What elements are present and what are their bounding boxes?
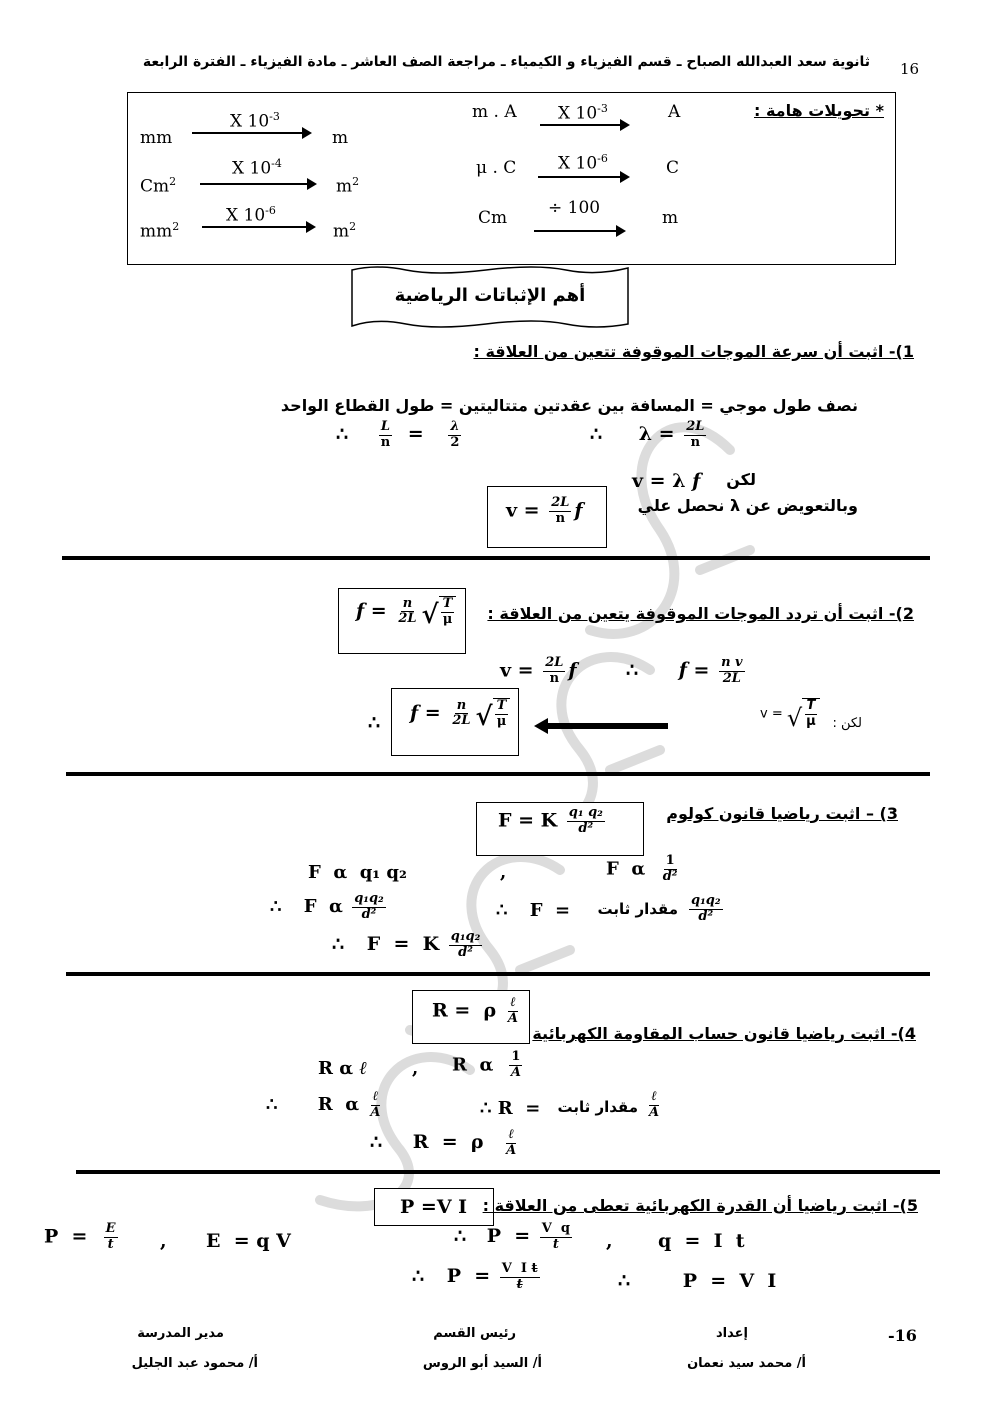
s5-eq-E-qV: E = q V <box>206 1230 291 1252</box>
conv-right-2-factor: X 10 <box>558 153 598 174</box>
s1-eq-lambda: ∴ λ = $\frac{2L}{n}$ <box>590 419 705 450</box>
conv-left-3-to-exp: 2 <box>349 220 357 233</box>
s5-eq-P-E-t: P = $\frac{E}{t}$ <box>44 1221 116 1252</box>
s5-comma-2: , <box>606 1230 613 1252</box>
divider-1 <box>62 556 930 560</box>
therefore-sign: ∴ <box>336 423 349 446</box>
s2-target-formula: f = $\frac{n}{2L}$ √ $\frac{T}{\mu}$ <box>356 596 456 628</box>
divider-4 <box>76 1170 940 1174</box>
footer-principal-name: أ/ محمود عبد الجليل <box>131 1356 258 1371</box>
s4-title: 4)- اثبت رياضيا قانون حساب المقاومة الكهربائية <box>532 1024 916 1043</box>
s3-comma: , <box>500 862 507 883</box>
therefore-sign-2: ∴ <box>590 423 603 446</box>
s2-left-arrow <box>534 716 670 736</box>
therefore-sign-9: ∴ <box>480 1098 492 1119</box>
s4-eq-combined: ∴ R α $\frac{\text{ℓ}}{A}$ <box>266 1089 381 1120</box>
therefore-sign-7: ∴ <box>332 933 345 956</box>
footer-page-label: -16 <box>888 1326 917 1345</box>
conv-right-1 <box>472 98 692 138</box>
conv-right-1-factor: X 10 <box>558 103 598 124</box>
footer-principal-title: مدير المدرسة <box>137 1326 224 1341</box>
conv-left-2-to: m <box>336 176 353 197</box>
s3-const-label: مقدار ثابت <box>597 900 678 918</box>
conv-right-3-from: Cm <box>478 208 508 228</box>
page-number-top: 16 <box>900 60 920 78</box>
conv-left-3-exp: -6 <box>265 204 276 217</box>
s4-eq-final: ∴ R = ρ $\frac{\text{ℓ}}{A}$ <box>370 1127 517 1158</box>
s1-eq-L-over-n: ∴ $\frac{L}{n}$ = $\frac{\lambda}{2}$ <box>336 419 460 450</box>
conv-right-3-to: m <box>662 208 679 228</box>
conv-left-3-from-exp: 2 <box>172 220 180 233</box>
page-header-title: ثانوية سعد العبدالله الصباح ـ قسم الفيزياء و الكيمياء ـ مراجعة الصف العاشر ـ مادة الفيزياء ـ الفترة الرابعة <box>142 54 870 70</box>
s5-eq-final: ∴ P = V I <box>618 1270 777 1292</box>
conv-left-1-from: mm <box>140 128 173 148</box>
s1-result-formula: v = $\frac{2L}{n}$ f <box>506 495 583 526</box>
conv-left-3-arrow <box>202 226 314 228</box>
conv-left-2-from: Cm <box>140 176 170 197</box>
s3-eq-const: ∴ F = <box>496 900 571 921</box>
s1-title: 1)- اثبت أن سرعة الموجات الموقوفة تتعين من العلاقة : <box>473 342 914 361</box>
s5-comma-1: , <box>160 1230 167 1252</box>
s1-but: لكن <box>726 470 756 489</box>
divider-2 <box>66 772 930 776</box>
s2-v-sqrt: v = √ $\frac{T}{\mu}$ <box>760 698 820 730</box>
s4-eq-prop-A: R α $\frac{1}{A}$ <box>452 1049 521 1080</box>
conv-right-1-exp: -3 <box>597 102 608 115</box>
s4-comma: , <box>412 1058 419 1079</box>
s3-eq-final: ∴ F = K $\frac{\text{q₁q₂}}{\text{d²}}$ <box>332 929 481 960</box>
s4-target-formula: R = ρ $\frac{\text{ℓ}}{A}$ <box>432 995 518 1026</box>
therefore-sign-3: ∴ <box>626 659 639 682</box>
s3-eq-combined: ∴ F α $\frac{\text{q₁q₂}}{\text{d²}}$ <box>270 891 384 922</box>
s5-eq-q-It: q = I t <box>658 1230 745 1252</box>
s3-const-frac: $\frac{\text{q₁q₂}}{\text{d²}}$ <box>691 893 721 924</box>
therefore-sign-10: ∴ <box>370 1131 383 1154</box>
s3-eq-prop-q: F α q₁ q₂ <box>308 862 407 883</box>
conv-left-3-to: m <box>333 221 350 242</box>
s2-eq-f: ∴ f = $\frac{\text{n v}}{2L}$ <box>626 655 743 686</box>
conv-left-2-arrow <box>200 183 315 185</box>
therefore-sign-12: ∴ <box>412 1265 425 1288</box>
s4-const-label: مقدار ثابت <box>557 1098 638 1116</box>
s2-result-formula: f = $\frac{n}{2L}$ √ $\frac{T}{\mu}$ <box>410 698 510 730</box>
therefore-sign-8: ∴ <box>266 1094 278 1116</box>
conv-right-2-exp: -6 <box>597 152 608 165</box>
conv-left-3 <box>140 202 380 242</box>
conv-right-3-factor: ÷ 100 <box>548 198 601 218</box>
s3-target-formula: F = K $\frac{\text{q₁ q₂}}{\text{d²}}$ <box>498 805 603 836</box>
therefore-sign-6: ∴ <box>496 900 508 921</box>
conv-left-1-to: m <box>332 128 349 148</box>
s3-eq-prop-d: F α $\frac{1}{\text{d²}}$ <box>606 853 678 884</box>
conv-right-1-from: m . A <box>472 102 517 122</box>
conv-right-1-arrow <box>540 124 628 126</box>
s2-title: 2)- اثبت أن تردد الموجات الموقوفة يتعين من العلاقة : <box>487 604 914 623</box>
conv-right-2 <box>472 148 692 188</box>
s5-target-formula: P =V I <box>400 1196 468 1218</box>
footer-prepared-name: أ/ محمد سيد نعمان <box>687 1356 806 1371</box>
divider-3 <box>66 972 930 976</box>
conv-left-2-exp: -4 <box>271 157 282 170</box>
footer-head-title: رئيس القسم <box>433 1326 516 1341</box>
conv-left-1-factor: X 10 <box>230 111 270 132</box>
s5-title: 5)- اثبت رياضيا أن القدرة الكهربائية تعطى من العلاقة : <box>482 1196 918 1215</box>
banner-title: أهم الإثباتات الرياضية <box>394 285 586 306</box>
footer-prepared-title: إعداد <box>716 1326 748 1341</box>
conv-left-3-factor: X 10 <box>226 205 266 226</box>
conv-right-2-from: μ . C <box>476 158 517 178</box>
s5-eq-cancel: ∴ P = $\frac{\text{V I t}}{t}$ <box>412 1261 538 1292</box>
conv-right-2-to: C <box>666 158 680 178</box>
footer-head-name: أ/ السيد أبو الروس <box>422 1356 542 1371</box>
therefore-sign-11: ∴ <box>454 1225 467 1248</box>
s2-eq-v: v = $\frac{2L}{n}$ f <box>500 655 577 686</box>
conv-left-1 <box>140 108 380 148</box>
conv-left-3-from: mm <box>140 221 173 242</box>
s4-const-frac: $\frac{\text{ℓ}}{A}$ <box>649 1089 660 1120</box>
s2-but: لكن : <box>832 716 862 731</box>
conv-left-2-to-exp: 2 <box>352 175 360 188</box>
therefore-sign-5: ∴ <box>270 896 282 918</box>
conv-right-2-arrow <box>538 176 628 178</box>
conv-right-3-arrow <box>534 230 624 232</box>
s1-line1: نصف طول موجي = المسافة بين عقدتين متتاليتين = طول القطاع الواحد <box>280 396 858 415</box>
conv-right-1-to: A <box>668 102 681 122</box>
s5-eq-P-Vq-t: ∴ P = $\frac{\text{V q}}{t}$ <box>454 1221 571 1252</box>
conv-left-2-from-exp: 2 <box>169 175 177 188</box>
s3-title: 3) – اثبت رياضيا قانون كولوم <box>666 804 898 823</box>
conv-right-3 <box>476 196 696 236</box>
s1-eq-v-lambda-f: v = λ f <box>632 470 701 492</box>
conv-left-2-factor: X 10 <box>232 158 272 179</box>
s4-eq-const: ∴ R = <box>480 1098 541 1119</box>
therefore-sign-13: ∴ <box>618 1270 631 1292</box>
conversions-title: * تحويلات هامة : <box>754 101 884 120</box>
s1-substitute: وبالتعويض عن λ نحصل علي <box>637 496 858 515</box>
conv-left-1-arrow <box>192 132 310 134</box>
therefore-sign-4: ∴ <box>368 712 381 734</box>
conv-left-1-exp: -3 <box>269 110 280 123</box>
conv-left-2 <box>140 155 380 195</box>
s4-eq-prop-l: R α ℓ <box>318 1058 368 1079</box>
